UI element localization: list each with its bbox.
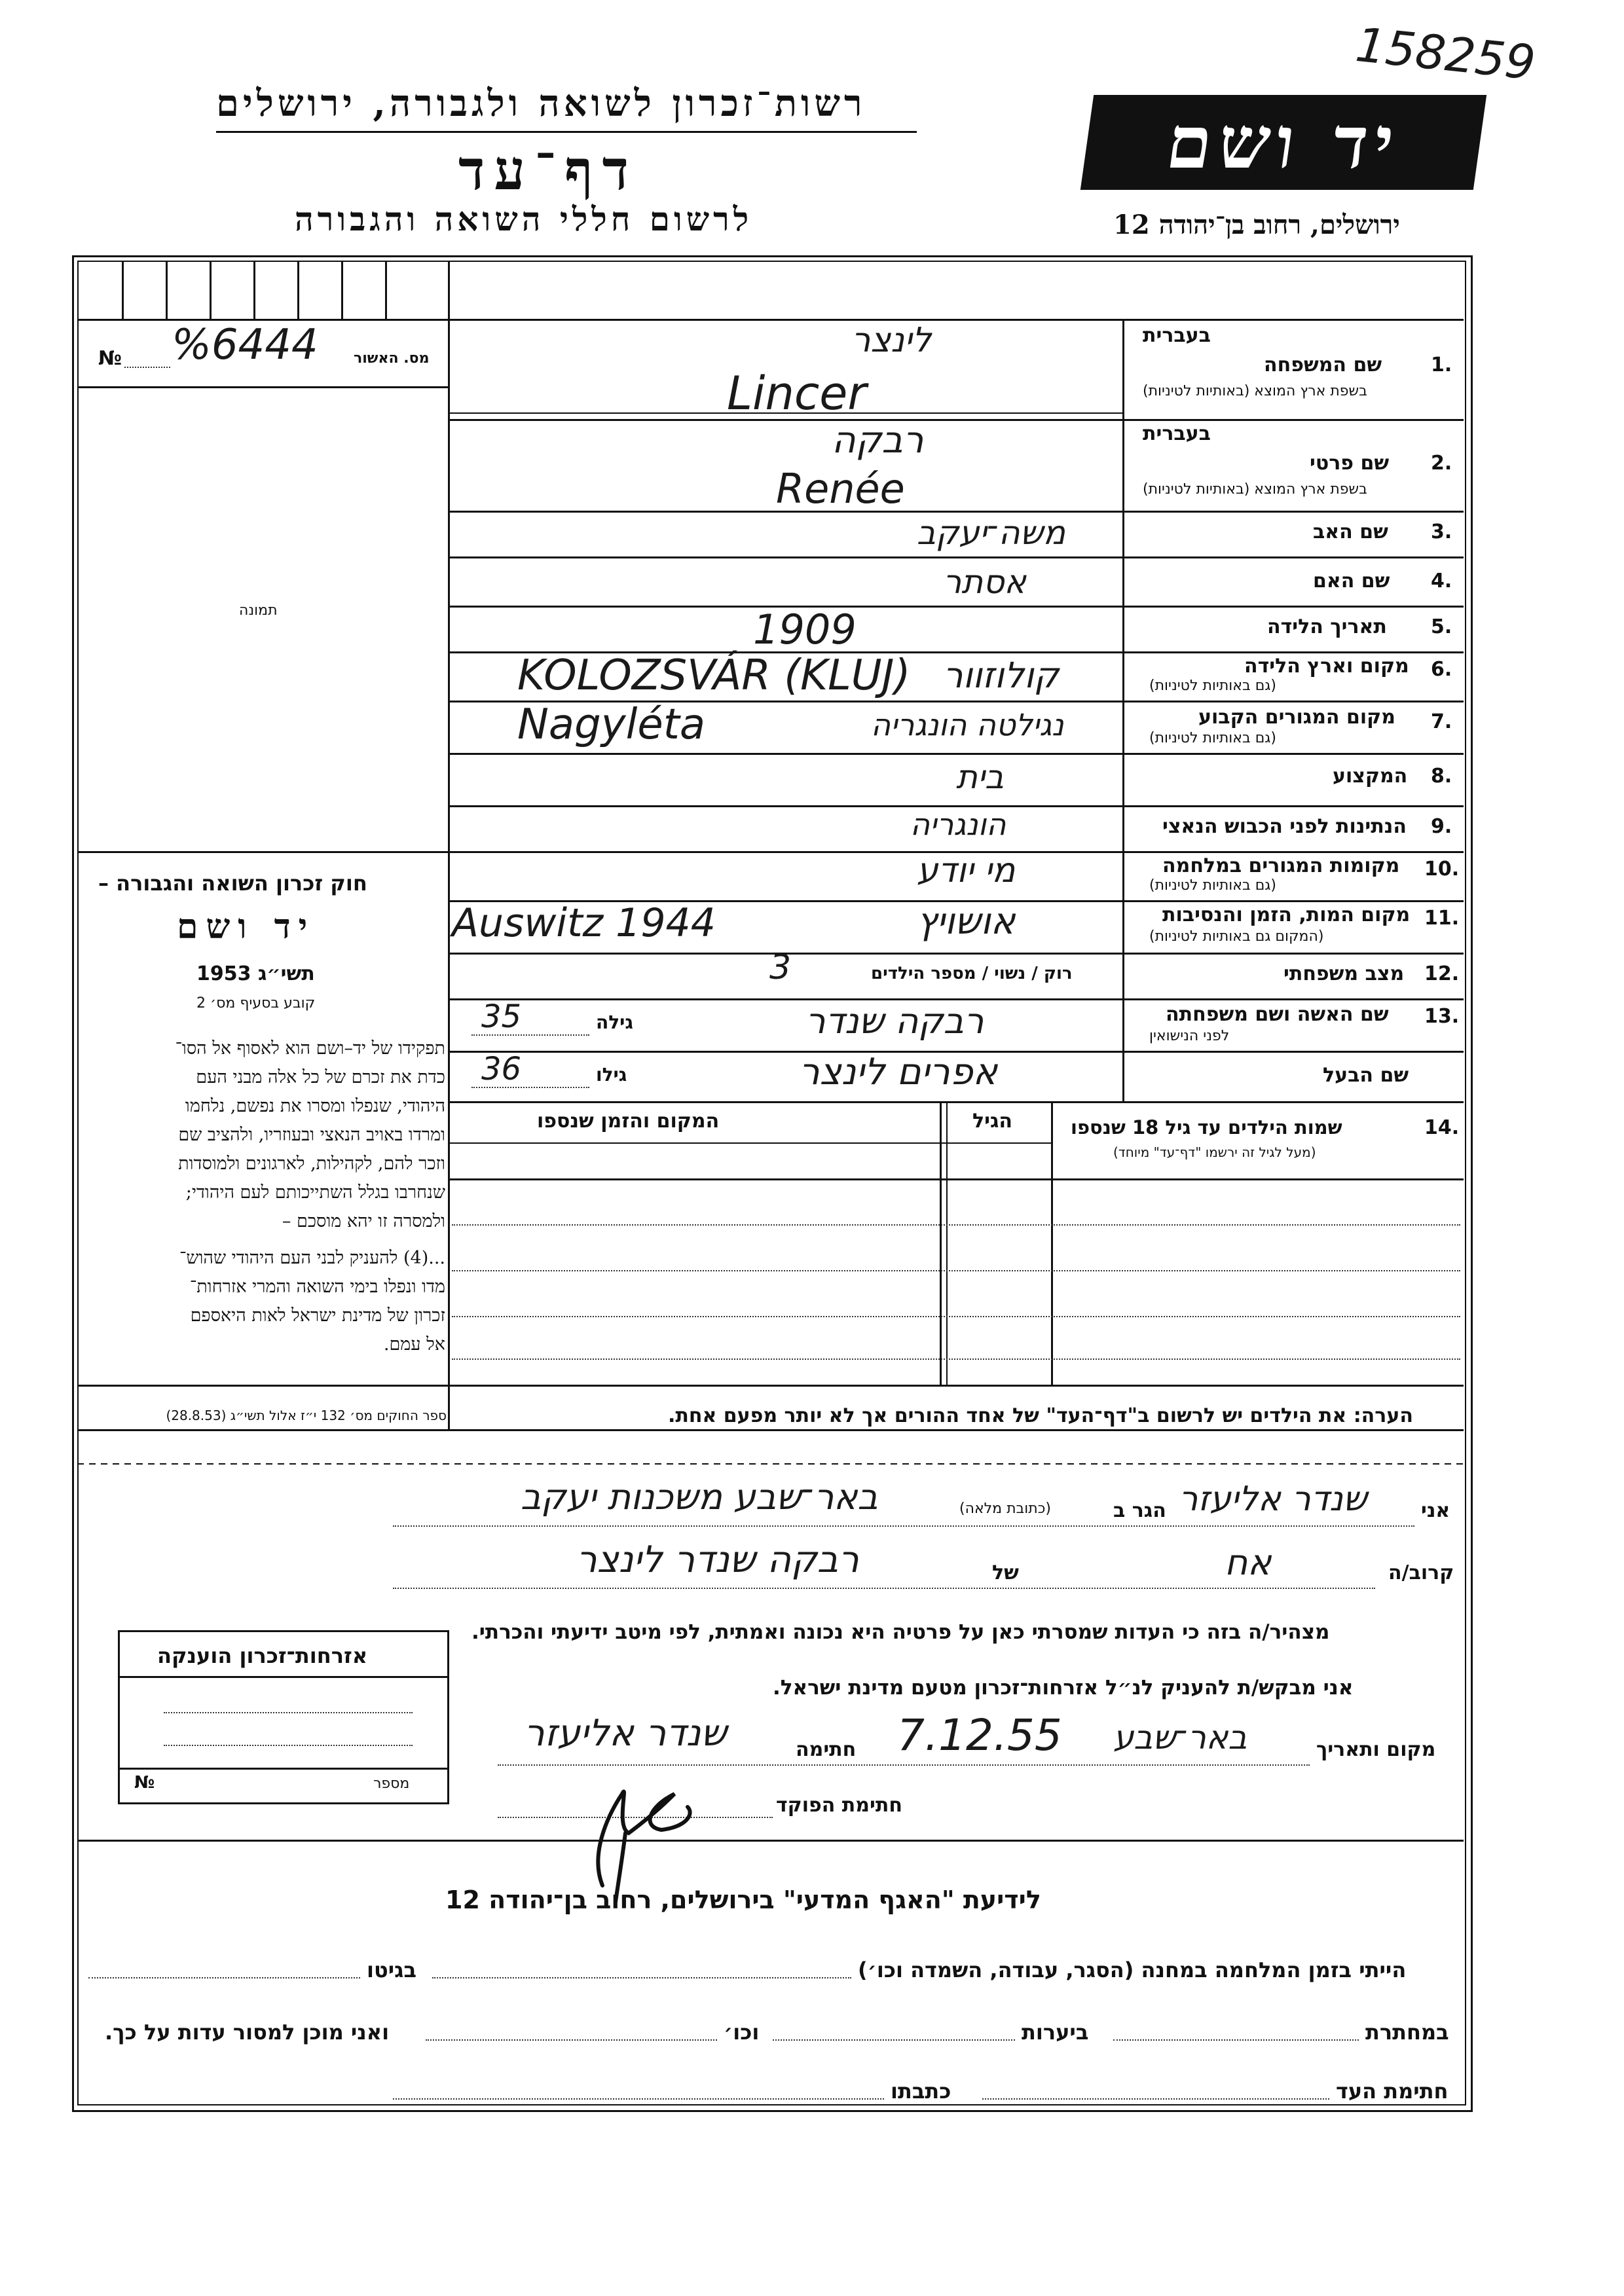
field-6-value: KOLOZSVÁR (KLUJ) [517, 651, 911, 700]
field-8-number: 8. [1431, 765, 1452, 788]
field-11-value-hebrew: אושויץ [917, 900, 1016, 943]
field-4-label: שם האם [1313, 570, 1390, 592]
field-11-value: Auswitz 1944 [452, 900, 716, 946]
husband-value: אפרים לינצר [799, 1051, 998, 1093]
law-line: זכרון של מדינת ישראל לאות היאספם [190, 1305, 445, 1326]
header-underline [216, 131, 917, 133]
footer-dots [1113, 2039, 1359, 2041]
children-header-place: המקום והזמן שנספו [537, 1110, 720, 1133]
field-4-number: 4. [1431, 570, 1452, 592]
field-10-value: מי יודע [917, 851, 1016, 890]
law-reference: ספר החוקים מס׳ 132 י״ז אלול תשי״ג (28.8.53) [166, 1408, 447, 1423]
field-2-hint: בשפת ארץ המוצא (באותיות לטיניות) [1143, 481, 1367, 498]
citizenship-title-line [120, 1676, 447, 1678]
label-column-divider [1122, 319, 1124, 1101]
field-5-value: 1909 [753, 606, 857, 653]
husband-label: שם הבעל [1323, 1064, 1409, 1087]
field-5-label: תאריך הלידה [1267, 615, 1387, 638]
strip-tick [166, 261, 168, 319]
approval-no-symbol: № [98, 347, 122, 370]
field-6-hint: (גם באותיות לטיניות) [1149, 678, 1276, 694]
law-year: תשי״ג 1953 [196, 962, 315, 985]
decl-relative-label: קרוב/ה [1388, 1561, 1454, 1584]
authority-name: רשות־זכרון לשואה ולגבורה, ירושלים [216, 82, 866, 125]
field-11-label: מקום המות, הזמן והנסיבות [1162, 903, 1411, 926]
field-7-hint: (גם באותיות לטיניות) [1149, 730, 1276, 746]
age-dots [471, 1034, 589, 1036]
field-8-label: המקצוע [1333, 765, 1408, 788]
law-clause: קובע בסעיף מס׳ 2 [196, 995, 316, 1011]
row-line [448, 511, 1464, 513]
approval-line [77, 386, 448, 388]
field-1-value: Lincer [727, 367, 867, 420]
citizenship-no-symbol: № [134, 1773, 155, 1793]
strip-tick [385, 261, 387, 319]
field-1-label: שם המשפחה [1264, 354, 1382, 376]
decl-statement: מצהיר/ה בזה כי העדות שמסרתי כאן על פרטיה היא נכונה ואמתית, לפי מיטב ידיעתי והכרתי. [471, 1620, 1330, 1644]
decl-inspector-label: חתימת הפוקד [776, 1794, 902, 1817]
left-column-divider [448, 261, 450, 1429]
declaration-bottom-line [77, 1840, 1464, 1842]
law-line: ומרדו באויב הנאצי ובעוזריו, ולהציב שם [178, 1125, 445, 1145]
row-line [448, 556, 1464, 558]
footer-line2-a: במחתרת [1365, 2020, 1449, 2045]
field-6-number: 6. [1431, 658, 1452, 681]
field-13-age: 35 [481, 998, 522, 1035]
field-1-hebrew-hint: בעברית [1143, 324, 1211, 347]
field-7-value-hebrew: נגילטה הונגריה [871, 707, 1064, 742]
husband-age: 36 [481, 1051, 522, 1087]
field-13-label: שם האשה ושם משפחתה [1166, 1003, 1389, 1026]
footer-title: לידיעת "האגף המדעי" בירושלים, רחוב בן־יהודה 12 [445, 1886, 1041, 1914]
law-line: ולמסרה זו יהא מוסכם – [282, 1211, 445, 1231]
field-9-label: הנתינות לפני הכבוש הנאצי [1162, 815, 1407, 838]
decl-residing-label: הגר ב [1113, 1499, 1166, 1522]
strip-tick [210, 261, 212, 319]
footer-dots [393, 2098, 884, 2100]
field-10-label: מקומות המגורים במלחמה [1162, 854, 1400, 877]
citizenship-title: אזרחות־זכרון הוענקה [157, 1643, 368, 1668]
approval-dots [124, 367, 170, 368]
footer-line2-c: וכו׳ [724, 2020, 760, 2045]
footer-dots [426, 2039, 717, 2041]
children-header-age: הגיל [972, 1110, 1012, 1133]
citizenship-number-label: מספר [373, 1776, 410, 1792]
footer-line2-d: ואני מוכן למסור עדות על כך. [105, 2020, 390, 2045]
law-line: שנחרבו בגלל השתייכותם לעם היהודי; [185, 1182, 445, 1203]
law-title: חוק זכרון השואה והגבורה – [98, 871, 367, 896]
children-row-line [448, 1178, 1464, 1180]
decl-address-hint: (כתובת מלאה) [959, 1501, 1051, 1517]
field-13-number: 13. [1424, 1005, 1460, 1028]
children-col-1 [1051, 1101, 1053, 1385]
field-6-value-hebrew: קולוזוור [943, 655, 1060, 696]
photo-label: תמונה [239, 602, 278, 619]
law-text [82, 1034, 445, 1359]
field-11-number: 11. [1424, 907, 1460, 930]
footer-dots [88, 1977, 360, 1978]
note: הערה: את הילדים יש לרשום ב"דף־העד" של אחד ההורים אך לא יותר מפעם אחת. [668, 1404, 1413, 1427]
row-line [448, 1101, 1464, 1103]
field-4-value: אסתר [943, 563, 1026, 601]
citizenship-dots [164, 1712, 413, 1713]
field-12-number: 12. [1424, 962, 1460, 985]
field-1-value-hebrew: לינצר [851, 321, 932, 360]
field-1-hint: בשפת ארץ המוצא (באותיות לטיניות) [1143, 383, 1367, 399]
law-line: תפקידו של יד–ושם הוא לאסוף אל הסו־ [175, 1038, 445, 1059]
decl-line-dots [393, 1525, 1414, 1527]
law-line: וזכר להם, לקהילות, לארגונים ולמוסדות [178, 1154, 445, 1174]
field-2-value-hebrew: רבקה [832, 419, 924, 462]
footer-dots [773, 2039, 1015, 2041]
inspector-signature-scribble [563, 1755, 707, 1905]
age-dots [471, 1087, 589, 1088]
strip-tick [253, 261, 255, 319]
row-line [448, 606, 1464, 608]
photo-bottom-line [77, 851, 448, 853]
decl-of-value: רבקה שנדר לינצר [576, 1539, 859, 1581]
children-header-name: שמות הילדים עד גיל 18 שנספו [1071, 1116, 1342, 1139]
law-name: יד ושם [177, 907, 316, 947]
field-7-label: מקום המגורים הקבוע [1198, 706, 1395, 729]
decl-date-value: 7.12.55 [897, 1710, 1062, 1760]
decl-place-date-label: מקום ותאריך [1316, 1738, 1436, 1761]
field-1-number: 1. [1431, 354, 1452, 376]
strip-tick [122, 261, 124, 319]
footer-line1-b: בגיטו [367, 1958, 416, 1982]
yad-vashem-logo [1080, 95, 1486, 190]
field-9-value: הונגריה [910, 807, 1006, 842]
field-13-value: רבקה שנדר [805, 1000, 984, 1042]
decl-i-label: אני [1421, 1499, 1450, 1522]
children-header-line [448, 1142, 1051, 1144]
children-number: 14. [1424, 1116, 1460, 1139]
field-11-hint: (המקום גם באותיות לטיניות) [1149, 928, 1324, 945]
law-line: ...(4) להעניק לבני העם היהודי שהוש־ [179, 1248, 445, 1268]
decl-signature-label: חתימה [796, 1738, 857, 1761]
decl-signature: שנדר אליעזר [524, 1712, 727, 1755]
strip-tick [341, 261, 343, 319]
decl-of-label: של [992, 1561, 1019, 1584]
field-7-number: 7. [1431, 710, 1452, 733]
field-6-label: מקום וארץ הלידה [1244, 655, 1409, 678]
decl-address-value: באר־שבע משכנות יעקב [521, 1476, 878, 1518]
field-5-number: 5. [1431, 615, 1452, 638]
decl-request: אני מבקש/ת להעניק לנ״ל אזרחות־זכרון מטעם מדינת ישראל. [773, 1676, 1354, 1700]
strip-tick [297, 261, 299, 319]
footer-dots [432, 1977, 851, 1978]
children-row-dots [452, 1316, 1460, 1317]
field-13-age-label: גילה [596, 1011, 633, 1033]
archive-number: 158259 [1353, 16, 1538, 91]
note-bottom-line [77, 1429, 1464, 1431]
field-2-hebrew-hint: בעברית [1143, 422, 1211, 445]
field-13-hint: לפני הנישואין [1149, 1028, 1230, 1044]
field-7-value: Nagyléta [517, 701, 706, 749]
footer-dots [982, 2098, 1329, 2100]
field-2-number: 2. [1431, 452, 1452, 475]
field-10-hint: (גם באותיות לטיניות) [1149, 877, 1276, 894]
children-row-dots [452, 1270, 1460, 1271]
children-row-dots [452, 1358, 1460, 1360]
field-9-number: 9. [1431, 815, 1452, 838]
husband-age-label: גילו [596, 1064, 627, 1085]
form-subtitle: לרשום חללי השואה והגבורה [295, 200, 753, 238]
field-8-value: בית [956, 758, 1004, 796]
approval-label: מס. האשור [354, 350, 430, 367]
law-line: כדת את זכרם של כל אלה מבני העם [196, 1067, 445, 1087]
field-3-number: 3. [1431, 520, 1452, 543]
field-12-label: מצב משפחתי [1283, 962, 1405, 985]
footer-line3-b: כתבתו [891, 2079, 951, 2104]
children-header-hint: (מעל לגיל זה ירשמו "דף־עד" מיוחד) [1113, 1144, 1316, 1160]
footer-line3-a: חתימת העד [1336, 2079, 1449, 2104]
decl-relation-value: אח [1225, 1542, 1272, 1583]
row-line [448, 953, 1464, 955]
row-line [448, 753, 1464, 755]
decl-line-dots [393, 1588, 1375, 1589]
address: ירושלים, רחוב בן־יהודה 12 [1113, 210, 1400, 240]
approval-value: %6444 [172, 321, 318, 369]
footer-line1-a: הייתי בזמן המלחמה במחנה (הסגר, עבודה, השמדה וכו׳) [858, 1958, 1407, 1982]
note-bottom-line-2 [77, 1463, 1464, 1465]
law-line: היהודי, שנפלו ומסרו את נפשם, נלחמו [185, 1096, 445, 1116]
law-line: אל עמם. [383, 1334, 445, 1355]
field-3-label: שם האב [1313, 520, 1388, 543]
form-title: דף־עד [458, 137, 638, 202]
citizenship-dots [164, 1745, 413, 1746]
field-3-value: משה־יעקב [917, 514, 1065, 552]
field-10-number: 10. [1424, 858, 1460, 881]
citizenship-bottom-line [120, 1768, 447, 1770]
field-12-value: 3 [769, 948, 792, 987]
decl-i-value: שנדר אליעזר [1179, 1480, 1367, 1519]
row-line [448, 419, 1464, 421]
field-2-label: שם פרטי [1310, 452, 1390, 475]
law-bottom-line [77, 1385, 1464, 1387]
law-line: מדו ונפלו בימי השואה והמרי אזרחות־ [189, 1277, 445, 1297]
logo-text: יד ושם [1161, 100, 1406, 185]
field-12-inline: רוק / נשוי / מספר הילדים [871, 964, 1073, 983]
field-2-value: Renée [776, 465, 905, 513]
children-row-dots [452, 1224, 1460, 1226]
footer-line2-b: ביערות [1022, 2020, 1089, 2045]
decl-place-value: באר־שבע [1113, 1719, 1247, 1757]
